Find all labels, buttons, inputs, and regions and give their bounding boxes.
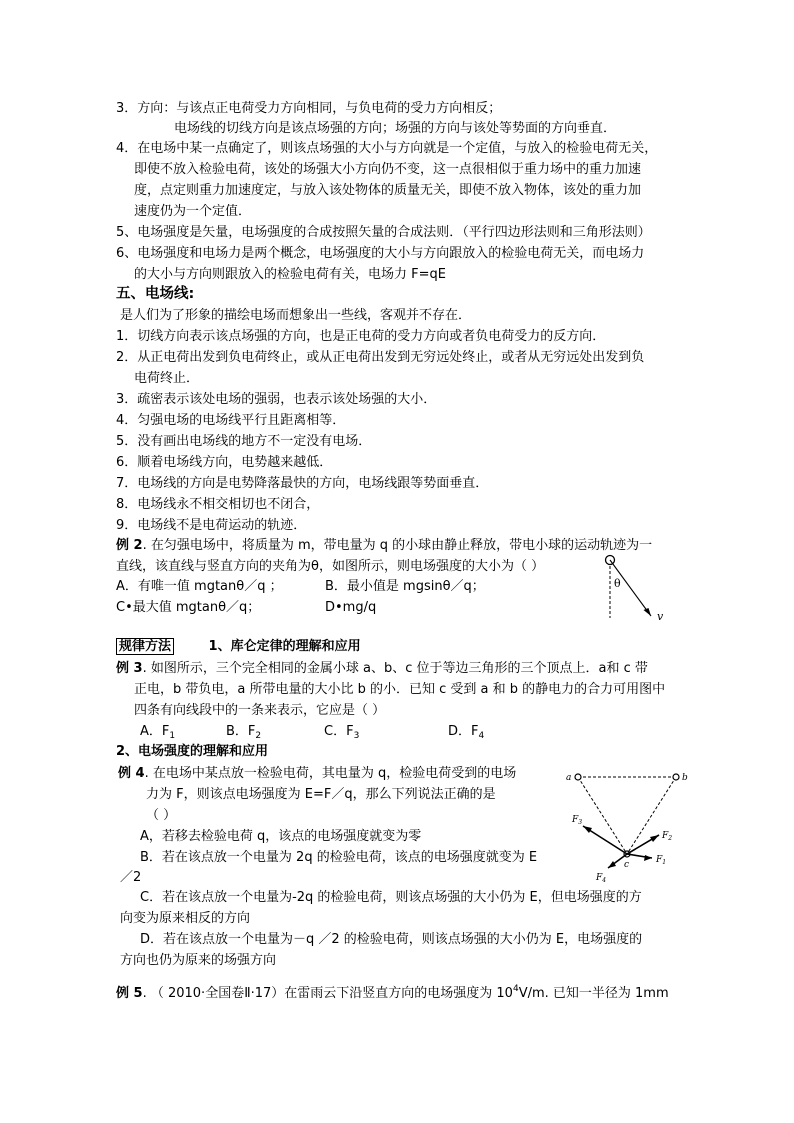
example-3-line-1: 例 3. 如图所示，三个完全相同的金属小球 a、b、c 位于等边三角形的三个顶点上．a和 c 带 <box>116 661 648 676</box>
field-line-item: 8．电场线永不相交相切也不闭合， <box>116 497 320 512</box>
method-tag: 规律方法 <box>116 638 174 655</box>
example-4-option-c-2: 向变为原来相反的方向 <box>120 911 251 926</box>
example-4-line-1: 例 4. 在电场中某点放一检验电荷，其电量为 q，检验电荷受到的电场 <box>118 766 517 781</box>
example-2-option-d: D•mg/q <box>325 600 377 615</box>
example-3-line-3: 四条有向线段中的一条来表示，它应是（ ） <box>134 703 386 718</box>
example-4-line-2: 力为 F，则该点电场强度为 E=F／q，那么下列说法正确的是 <box>146 787 496 802</box>
example-2-line-1: 例 2. 在匀强电场中，将质量为 m，带电量为 q 的小球由静止释放，带电小球的运动轨迹为一 <box>116 538 653 553</box>
example-3-label: 例 3 <box>116 661 143 676</box>
method-heading <box>116 638 361 655</box>
example-3-figure <box>562 768 692 883</box>
field-line-item: 3．疏密表示该处电场的强弱，也表示该处场强的大小． <box>116 392 437 407</box>
example-4-option-b-1: B．若在该点放一个电量为 2q 的检验电荷，该点的电场强度就变为 E <box>140 850 538 865</box>
force-f1-label: $F_1$ <box>656 855 667 866</box>
point-4-line-1: 4．在电场中某一点确定了，则该点场强的大小与方向就是一个定值，与放入的检验电荷无关， <box>116 141 658 156</box>
example-2-option-c: C•最大值 mgtanθ／q； <box>116 600 261 615</box>
example-4-option-c-1: C．若在该点放一个电量为-2q 的检验电荷，则该点场强的大小仍为 E，但电场强度的方 <box>140 890 642 905</box>
direction-line-1: 3．方向：与该点正电荷受力方向相同，与负电荷的受力方向相反； <box>116 101 502 116</box>
field-lines-heading: 五、电场线: <box>116 286 195 302</box>
field-line-item: 6．顺着电场线方向，电势越来越低． <box>116 455 333 470</box>
point-4-line-4: 速度仍为一个定值． <box>134 204 252 219</box>
example-3-option-b: B．$F_2$ <box>226 724 262 741</box>
field-line-item: 7．电场线的方向是电势降落最快的方向，电场线跟等势面垂直． <box>116 476 489 491</box>
charge-b-icon <box>673 774 679 780</box>
example-3-option-a: A．$F_1$ <box>140 724 176 741</box>
arrow-head-icon <box>644 855 652 861</box>
field-line-item: 4．匀强电场的电场线平行且距离相等． <box>116 413 346 428</box>
field-line-item: 2．从正电荷出发到负电荷终止，或从正电荷出发到无穷远处终止，或者从无穷远处出发到负 <box>116 350 645 365</box>
example-4-option-a: A，若移去检验电荷 q，该点的电场强度就变为零 <box>140 829 422 844</box>
example-2-figure <box>596 553 670 623</box>
example-4-line-3: （ ） <box>146 808 177 823</box>
example-4-option-d-2: 方向也仍为原来的场强方向 <box>120 953 277 968</box>
arrow-head-icon <box>644 608 652 616</box>
method-title: 1、库仑定律的理解和应用 <box>208 639 361 654</box>
example-2-label: 例 2 <box>116 538 143 553</box>
point-5: 5、电场强度是矢量，电场强度的合成按照矢量的合成法则．（平行四边形法则和三角形法则） <box>116 225 651 240</box>
point-6-line-2: 的大小与方向则跟放入的检验电荷有关，电场力 F=qE <box>134 267 446 282</box>
charge-a-icon <box>575 774 581 780</box>
example-4-option-d-1: D．若在该点放一个电量为－q ／2 的检验电荷，则该点场强的大小仍为 E，电场强度的 <box>140 932 643 947</box>
example-3-line-2: 正电，b 带负电，a 所带电量的大小比 b 的小．已知 c 受到 a 和 b 的静电力的合力可用图中 <box>134 682 666 697</box>
force-f3-label: $F_3$ <box>572 815 583 826</box>
field-line-item: 1．切线方向表示该点场强的方向，也是正电荷的受力方向或者负电荷受力的反方向． <box>116 329 606 344</box>
point-4-line-3: 度，点定则重力加速度定，与放入该处物体的质量无关，即使不放入物体，该处的重力加 <box>134 183 642 198</box>
label-c: c <box>624 860 630 870</box>
field-line-item: 9．电场线不是电荷运动的轨迹． <box>116 518 307 533</box>
theta-label: θ <box>614 577 621 590</box>
section-2-heading: 2、电场强度的理解和应用 <box>116 744 269 759</box>
example-2-line-2: 直线，该直线与竖直方向的夹角为θ，如图所示，则电场强度的大小为（ ） <box>116 559 545 574</box>
example-5-line-1: 例 5. （ 2010·全国卷Ⅱ·17）在雷雨云下沿竖直方向的电场强度为 $10^4V/m$. 已知一半径为 1mm <box>116 984 669 1001</box>
point-4-line-2: 即使不放入检验电荷，该处的场强大小方向仍不变，这一点很相似于重力场中的重力加速 <box>134 162 642 177</box>
example-3-option-c: C．$F_3$ <box>324 724 360 741</box>
direction-line-2: 电场线的切线方向是该点场强的方向；场强的方向与该处等势面的方向垂直． <box>174 121 617 136</box>
arrow-head-icon <box>650 835 659 842</box>
example-2-option-b: B．最小值是 mgsinθ／q； <box>325 579 485 594</box>
arrow-head-icon <box>583 826 592 833</box>
force-f4-label: $F_4$ <box>596 873 607 883</box>
velocity-label: v <box>657 610 664 623</box>
example-5-label: 例 5 <box>116 986 143 1001</box>
label-b: b <box>682 773 688 783</box>
example-3-option-d: D．$F_4$ <box>448 724 485 741</box>
example-2-option-a: A．有唯一值 mgtanθ／q ； <box>116 579 283 594</box>
example-4-label: 例 4 <box>118 766 145 781</box>
point-6-line-1: 6、电场强度和电场力是两个概念，电场强度的大小与方向跟放入的检验电荷无关，而电场力 <box>116 246 645 261</box>
example-4-option-b-2: ／2 <box>120 870 142 885</box>
field-line-item: 电荷终止． <box>134 371 200 386</box>
force-f2-label: $F_2$ <box>662 831 673 842</box>
field-line-item: 5．没有画出电场线的地方不一定没有电场． <box>116 434 372 449</box>
field-lines-intro: 是人们为了形象的描绘电场而想象出一些线，客观并不存在． <box>120 308 472 323</box>
label-a: a <box>566 773 572 783</box>
